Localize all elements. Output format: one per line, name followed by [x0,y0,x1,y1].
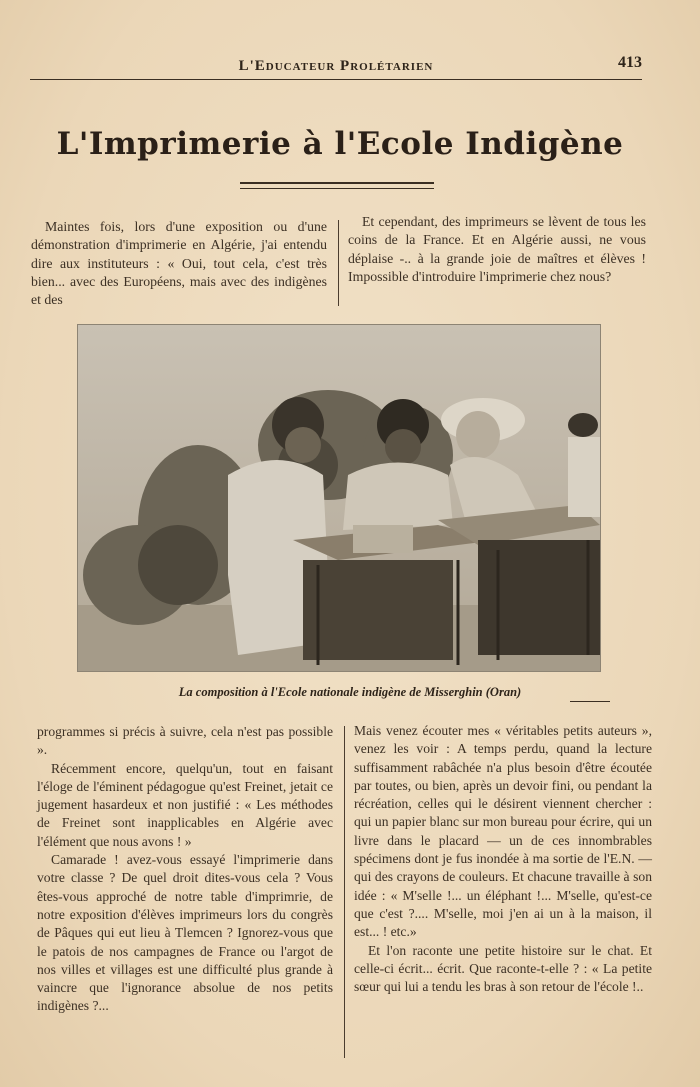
paragraph: Mais venez écouter mes « véritables petits auteurs », venez les voir : A temps perdu, quand la lecture suffisamment rabâchée n'a plus besoin d'être écoutée par toutes, ou bien, après un devoir fini, ou pendant la récréation, celles qui le désirent viennent chercher : qui un papier blanc sur mon bureau pour écrire, qui un livre dans le placard — un de ces innombrables spécimens dont je fus inondée à ma sortie de l'E.N. — qui des crayons de couleurs. Et chacune travaille à son idée : « M'selle !... un éléphant !... M'selle, qu'est-ce que c'est ?.... M'selle, moi j'en ai un à la maison, il est... ! etc.» [354,723,652,940]
running-head: L'Educateur Prolétarien [238,58,434,74]
intro-column-right [348,213,646,286]
column-divider [338,220,339,306]
header-rule [30,79,642,80]
paragraph: Récemment encore, quelqu'un, tout en faisant l'éloge de l'éminent pédagogue qu'est Freinet, jetait ce jugement hasardeux et non justifié : « Les méthodes de Freinet sont inapplicables en Algérie avec l'élément que nous avons ! » [37,760,333,849]
paragraph: Et cependant, des imprimeurs se lèvent de tous les coins de la France. Et en Algérie aussi, ne vous déplaise -.. à la grande joie de maîtres et élèves ! Impossible d'introduire l'imprimerie chez nous? [348,214,646,284]
photograph [78,325,600,671]
page-header [30,50,642,80]
caption-rule [570,701,610,702]
paragraph: Maintes fois, lors d'une exposition ou d'une démonstration d'imprimerie en Algérie, j'ai entendu dire aux instituteurs : « Oui, tout cela, c'est très bien... avec des Européens, mais avec des indigènes et des [31,219,327,308]
page-number: 413 [618,54,642,71]
column-divider [344,726,345,1058]
body-column-left [37,723,333,1016]
title-rule [240,182,434,189]
paragraph: Et l'on raconte une petite histoire sur le chat. Et celle-ci écrit... écrit. Que raconte-t-elle ? : « La petite sœur qui lui a tendu les bras à son retour de l'école !.. [354,942,652,995]
intro-column-left [31,218,327,309]
body-column-right [354,722,652,996]
photo-caption: La composition à l'Ecole nationale indigène de Misserghin (Oran) [178,685,522,699]
paragraph: Camarade ! avez-vous essayé l'imprimerie dans votre classe ? De quel droit dites-vous cela ? Vous êtes-vous approché de notre table d'imprimrie, de notre exposition d'élèves imprimeurs lors du congrès de Pâques qui eut lieu à Tlemcen ? Ignorez-vous que le patois de nos campagnes de France ou l'argot de nos villes et villages est une difficulté plus grande à vaincre que l'ignorance absolue de nos petits indigènes ?... [37,852,333,1014]
photograph-children-printing [78,325,600,671]
article-title: L'Imprimerie à l'Ecole Indigène [56,126,624,162]
paragraph: programmes si précis à suivre, cela n'est pas possible ». [37,724,333,758]
